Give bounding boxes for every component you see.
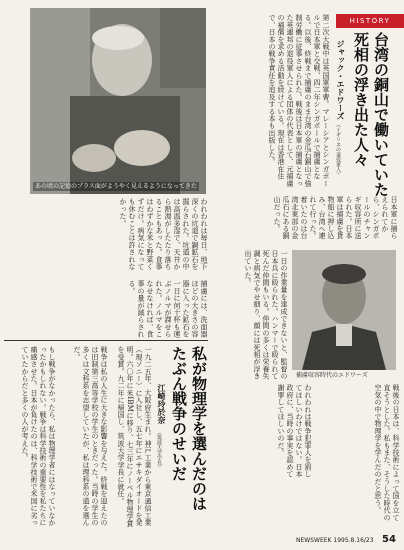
- portrait-image: [292, 250, 396, 370]
- article1-title-line1: 台湾の銅山で働いていた: [372, 32, 390, 197]
- article2-paragraph4: 戦後の日本は、科学技術によって国を立て直そうとした。私もまた、そうした時代の空気の中で物理学を学んだのだと思う。: [374, 384, 400, 521]
- article1-paragraph4: 一日の作業量を達成できないと、監督の日本兵に殴られた。ハンマーで殴られて死んだ仲間もいる。仲間の多くは栄養失調と病気でやせ細り、顔には死相が浮き出ていた。: [244, 250, 288, 380]
- footer-magazine: NEWSWEEK 1995.8.16/23: [296, 537, 374, 544]
- article1-paragraph5: 捕虜には、洗面器ほどの大きさの容器に入った鉱石を一日に何十杯も運ぶノルマが課せられた。ノルマをこなせなければ、食事の量が減らされる。: [128, 280, 208, 338]
- section-label: HISTORY: [336, 14, 404, 28]
- article1-paragraph2: 日本軍に捕らえられてから、シンガポールのチャンギ収容所に送られた。日本軍は捕虜を貨物船に押し込み、台湾へ連れて行った。着いたのは台湾北東部の金瓜石にある銅山だった。: [273, 196, 398, 240]
- portrait-caption: 捕虜収容時代のエドワーズ: [296, 372, 368, 379]
- article2-title-line2: たぶん戦争のせいだ: [170, 346, 188, 481]
- article2-paragraph2: 戦争は私の人生に大きな影響を与えた。終戦を迎えたのは旧制第三高等学校の学生のときだった。当時の学生の多くは文科系を志望していたが、私は理科系の道を選んだ。: [73, 346, 108, 526]
- article1-title-line2: 死相の浮き出た人々: [352, 32, 370, 167]
- article1-paragraph3: われわれは毎日、地下深くの坑道で銅鉱石を掘らされた。坑道の中は高温多湿で、天井から熱湯がしたたり落ちることもあった。食事はわずかな米と野菜くずだけ。病気になっても休むことは許されなかった。: [119, 198, 208, 270]
- article2-author: 江崎玲於奈: [157, 384, 166, 424]
- page-number: 54: [382, 534, 396, 545]
- photo-portrait: [292, 250, 396, 370]
- photo-elderly-man: [30, 8, 206, 194]
- article1-author: ジャック・エドワーズ: [336, 40, 345, 120]
- article2-paragraph3: もし戦争がなかったら、私は物理学者にはなっていなかったかもしれない。戦争は科学技術の重要性を私たちに痛感させた。日本が負けたのは、科学技術で米国に劣っていたからだと多くの人が考えた。: [21, 346, 56, 526]
- article2-title-line1: 私が物理学を選んだのは: [190, 346, 208, 511]
- article1-paragraph6: われわれは戦争犯罪人を罰してほしいわけではない。日本政府に、当時の事実を認めて謝罪してほしいのだ。: [277, 384, 312, 478]
- elderly-man-image: [30, 8, 206, 194]
- article1-intro: 第二次大戦中は英国軍軍曹。マレーシアとシンガポールで日本軍と交戦、四二年シンガポールで捕虜となる。以後、終戦まで捕虜のまま台湾の金瓜石銅山で強制労働に従事させられた。戦後は日本軍の捕虜となった英連邦の退役軍人による団体の代表として、元捕虜の補償を求める活動を続けている。現在は香港在住で、日本の戦争責任を追及する本も出版した。: [268, 14, 330, 187]
- article1-author-note: （イギリスの退役軍人）: [335, 122, 341, 177]
- article2-intro: 一九二五年、大阪府生まれ。神戸工業から東京通信工業（現ソニー）に入社し、五七年にエサキダイオードを発明。六〇年に米IBMに移り、七三年にノーベル物理学賞を受賞。九二年に帰国し、筑波大学学長に就任。: [117, 346, 152, 528]
- article2-author-note: （筑波大学学長）: [156, 430, 162, 470]
- photo-caption: あの頃の記憶のプラス面がようやく見えるようになってきた: [35, 183, 197, 190]
- article-divider: [4, 340, 208, 341]
